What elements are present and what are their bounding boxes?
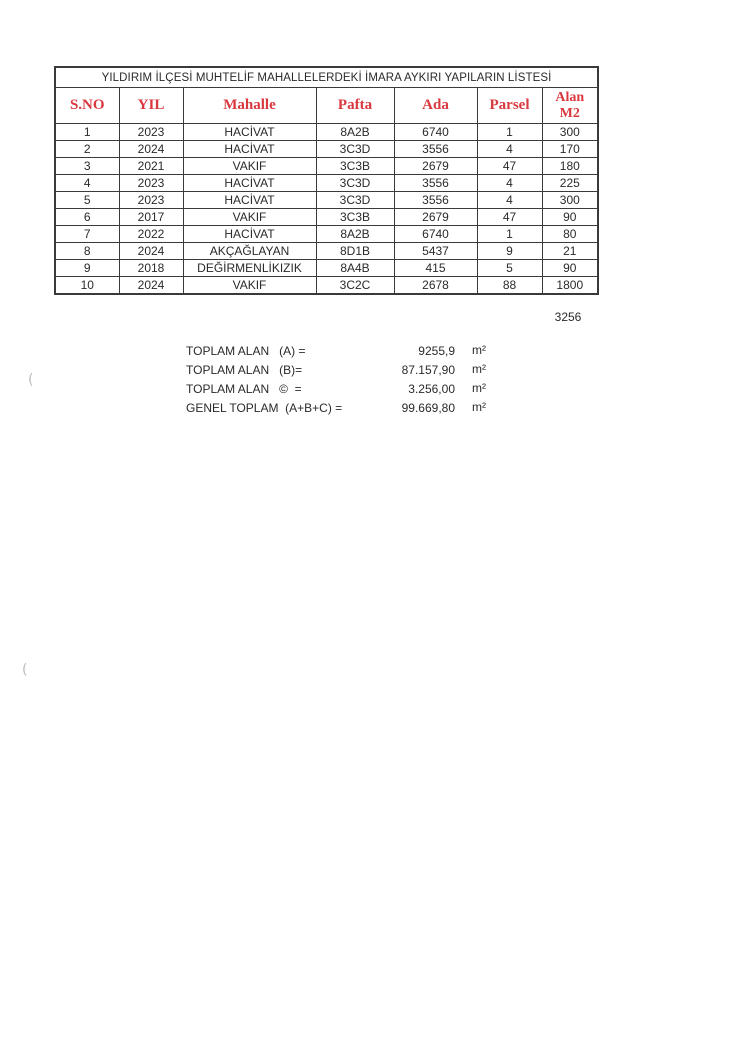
cell-ada: 6740 xyxy=(394,124,477,141)
table-row xyxy=(55,277,598,295)
cell-pafta: 3C3B xyxy=(316,158,394,175)
total-label: TOPLAM ALAN (B)= xyxy=(186,363,303,377)
cell-yil: 2023 xyxy=(119,192,183,209)
table-row xyxy=(55,158,598,175)
header-parsel: Parsel xyxy=(477,88,542,124)
table-row xyxy=(55,209,598,226)
table-row xyxy=(55,141,598,158)
totals-block xyxy=(186,344,506,420)
cell-parsel: 4 xyxy=(477,192,542,209)
cell-yil: 2024 xyxy=(119,277,183,295)
cell-pafta: 3C3D xyxy=(316,175,394,192)
table-header-row xyxy=(55,88,598,124)
total-unit: m² xyxy=(472,343,486,357)
cell-ada: 415 xyxy=(394,260,477,277)
cell-pafta: 3C3B xyxy=(316,209,394,226)
structures-table xyxy=(54,66,599,295)
total-value: 87.157,90 xyxy=(401,363,455,377)
cell-parsel: 1 xyxy=(477,226,542,243)
cell-ada: 3556 xyxy=(394,192,477,209)
scan-mark: ( xyxy=(22,662,28,678)
cell-pafta: 8A2B xyxy=(316,226,394,243)
cell-mahalle: HACİVAT xyxy=(183,226,316,243)
cell-parsel: 88 xyxy=(477,277,542,295)
cell-sno: 7 xyxy=(55,226,119,243)
cell-ada: 6740 xyxy=(394,226,477,243)
table-row xyxy=(55,124,598,141)
cell-ada: 2679 xyxy=(394,158,477,175)
cell-pafta: 3C3D xyxy=(316,192,394,209)
cell-ada: 2679 xyxy=(394,209,477,226)
cell-yil: 2023 xyxy=(119,175,183,192)
cell-sno: 9 xyxy=(55,260,119,277)
cell-ada: 5437 xyxy=(394,243,477,260)
cell-mahalle: VAKIF xyxy=(183,277,316,295)
cell-pafta: 3C2C xyxy=(316,277,394,295)
table-body xyxy=(55,124,598,295)
cell-sno: 10 xyxy=(55,277,119,295)
cell-mahalle: HACİVAT xyxy=(183,124,316,141)
cell-yil: 2023 xyxy=(119,124,183,141)
cell-yil: 2022 xyxy=(119,226,183,243)
cell-pafta: 8A4B xyxy=(316,260,394,277)
cell-parsel: 9 xyxy=(477,243,542,260)
cell-pafta: 3C3D xyxy=(316,141,394,158)
header-alan-line1: Alan xyxy=(555,89,585,105)
cell-sno: 4 xyxy=(55,175,119,192)
cell-sno: 5 xyxy=(55,192,119,209)
total-label: TOPLAM ALAN (A) = xyxy=(186,344,306,358)
table-title: YILDIRIM İLÇESİ MUHTELİF MAHALLELERDEKİ İMARA AYKIRI YAPILARIN LİSTESİ xyxy=(55,67,598,88)
header-sno: S.NO xyxy=(55,88,119,124)
header-yil: YIL xyxy=(119,88,183,124)
cell-parsel: 5 xyxy=(477,260,542,277)
total-label: TOPLAM ALAN © = xyxy=(186,382,302,396)
table-row xyxy=(55,192,598,209)
cell-yil: 2021 xyxy=(119,158,183,175)
cell-alan: 80 xyxy=(542,226,598,243)
cell-pafta: 8D1B xyxy=(316,243,394,260)
total-unit: m² xyxy=(472,362,486,376)
total-unit: m² xyxy=(472,381,486,395)
header-ada: Ada xyxy=(394,88,477,124)
cell-alan: 300 xyxy=(542,192,598,209)
cell-ada: 2678 xyxy=(394,277,477,295)
table-row xyxy=(55,260,598,277)
cell-pafta: 8A2B xyxy=(316,124,394,141)
cell-mahalle: HACİVAT xyxy=(183,175,316,192)
cell-alan: 90 xyxy=(542,260,598,277)
cell-mahalle: VAKIF xyxy=(183,158,316,175)
cell-alan: 21 xyxy=(542,243,598,260)
cell-mahalle: HACİVAT xyxy=(183,141,316,158)
cell-alan: 90 xyxy=(542,209,598,226)
cell-alan: 180 xyxy=(542,158,598,175)
total-row xyxy=(186,382,506,401)
cell-yil: 2024 xyxy=(119,141,183,158)
cell-sno: 6 xyxy=(55,209,119,226)
total-value: 3.256,00 xyxy=(408,382,455,396)
cell-mahalle: AKÇAĞLAYAN xyxy=(183,243,316,260)
header-pafta: Pafta xyxy=(316,88,394,124)
cell-parsel: 1 xyxy=(477,124,542,141)
cell-sno: 1 xyxy=(55,124,119,141)
table-row xyxy=(55,226,598,243)
cell-yil: 2018 xyxy=(119,260,183,277)
total-row xyxy=(186,401,506,420)
header-mahalle: Mahalle xyxy=(183,88,316,124)
cell-parsel: 47 xyxy=(477,158,542,175)
cell-sno: 2 xyxy=(55,141,119,158)
alan-sum: 3256 xyxy=(554,310,582,324)
cell-alan: 170 xyxy=(542,141,598,158)
cell-alan: 1800 xyxy=(542,277,598,295)
cell-yil: 2024 xyxy=(119,243,183,260)
total-label: GENEL TOPLAM (A+B+C) = xyxy=(186,401,343,415)
cell-ada: 3556 xyxy=(394,175,477,192)
total-row xyxy=(186,363,506,382)
cell-parsel: 47 xyxy=(477,209,542,226)
cell-mahalle: VAKIF xyxy=(183,209,316,226)
cell-mahalle: DEĞİRMENLİKIZIK xyxy=(183,260,316,277)
total-value: 99.669,80 xyxy=(401,401,455,415)
header-alan-line2: M2 xyxy=(559,105,580,121)
cell-ada: 3556 xyxy=(394,141,477,158)
table-row xyxy=(55,175,598,192)
table-row xyxy=(55,243,598,260)
cell-parsel: 4 xyxy=(477,175,542,192)
scan-mark: ( xyxy=(28,372,34,388)
header-alan xyxy=(542,88,598,124)
cell-parsel: 4 xyxy=(477,141,542,158)
cell-alan: 225 xyxy=(542,175,598,192)
total-value: 9255,9 xyxy=(418,344,455,358)
table-title-row xyxy=(55,67,598,88)
cell-sno: 3 xyxy=(55,158,119,175)
cell-mahalle: HACİVAT xyxy=(183,192,316,209)
total-unit: m² xyxy=(472,400,486,414)
total-row xyxy=(186,344,506,363)
cell-alan: 300 xyxy=(542,124,598,141)
cell-sno: 8 xyxy=(55,243,119,260)
cell-yil: 2017 xyxy=(119,209,183,226)
